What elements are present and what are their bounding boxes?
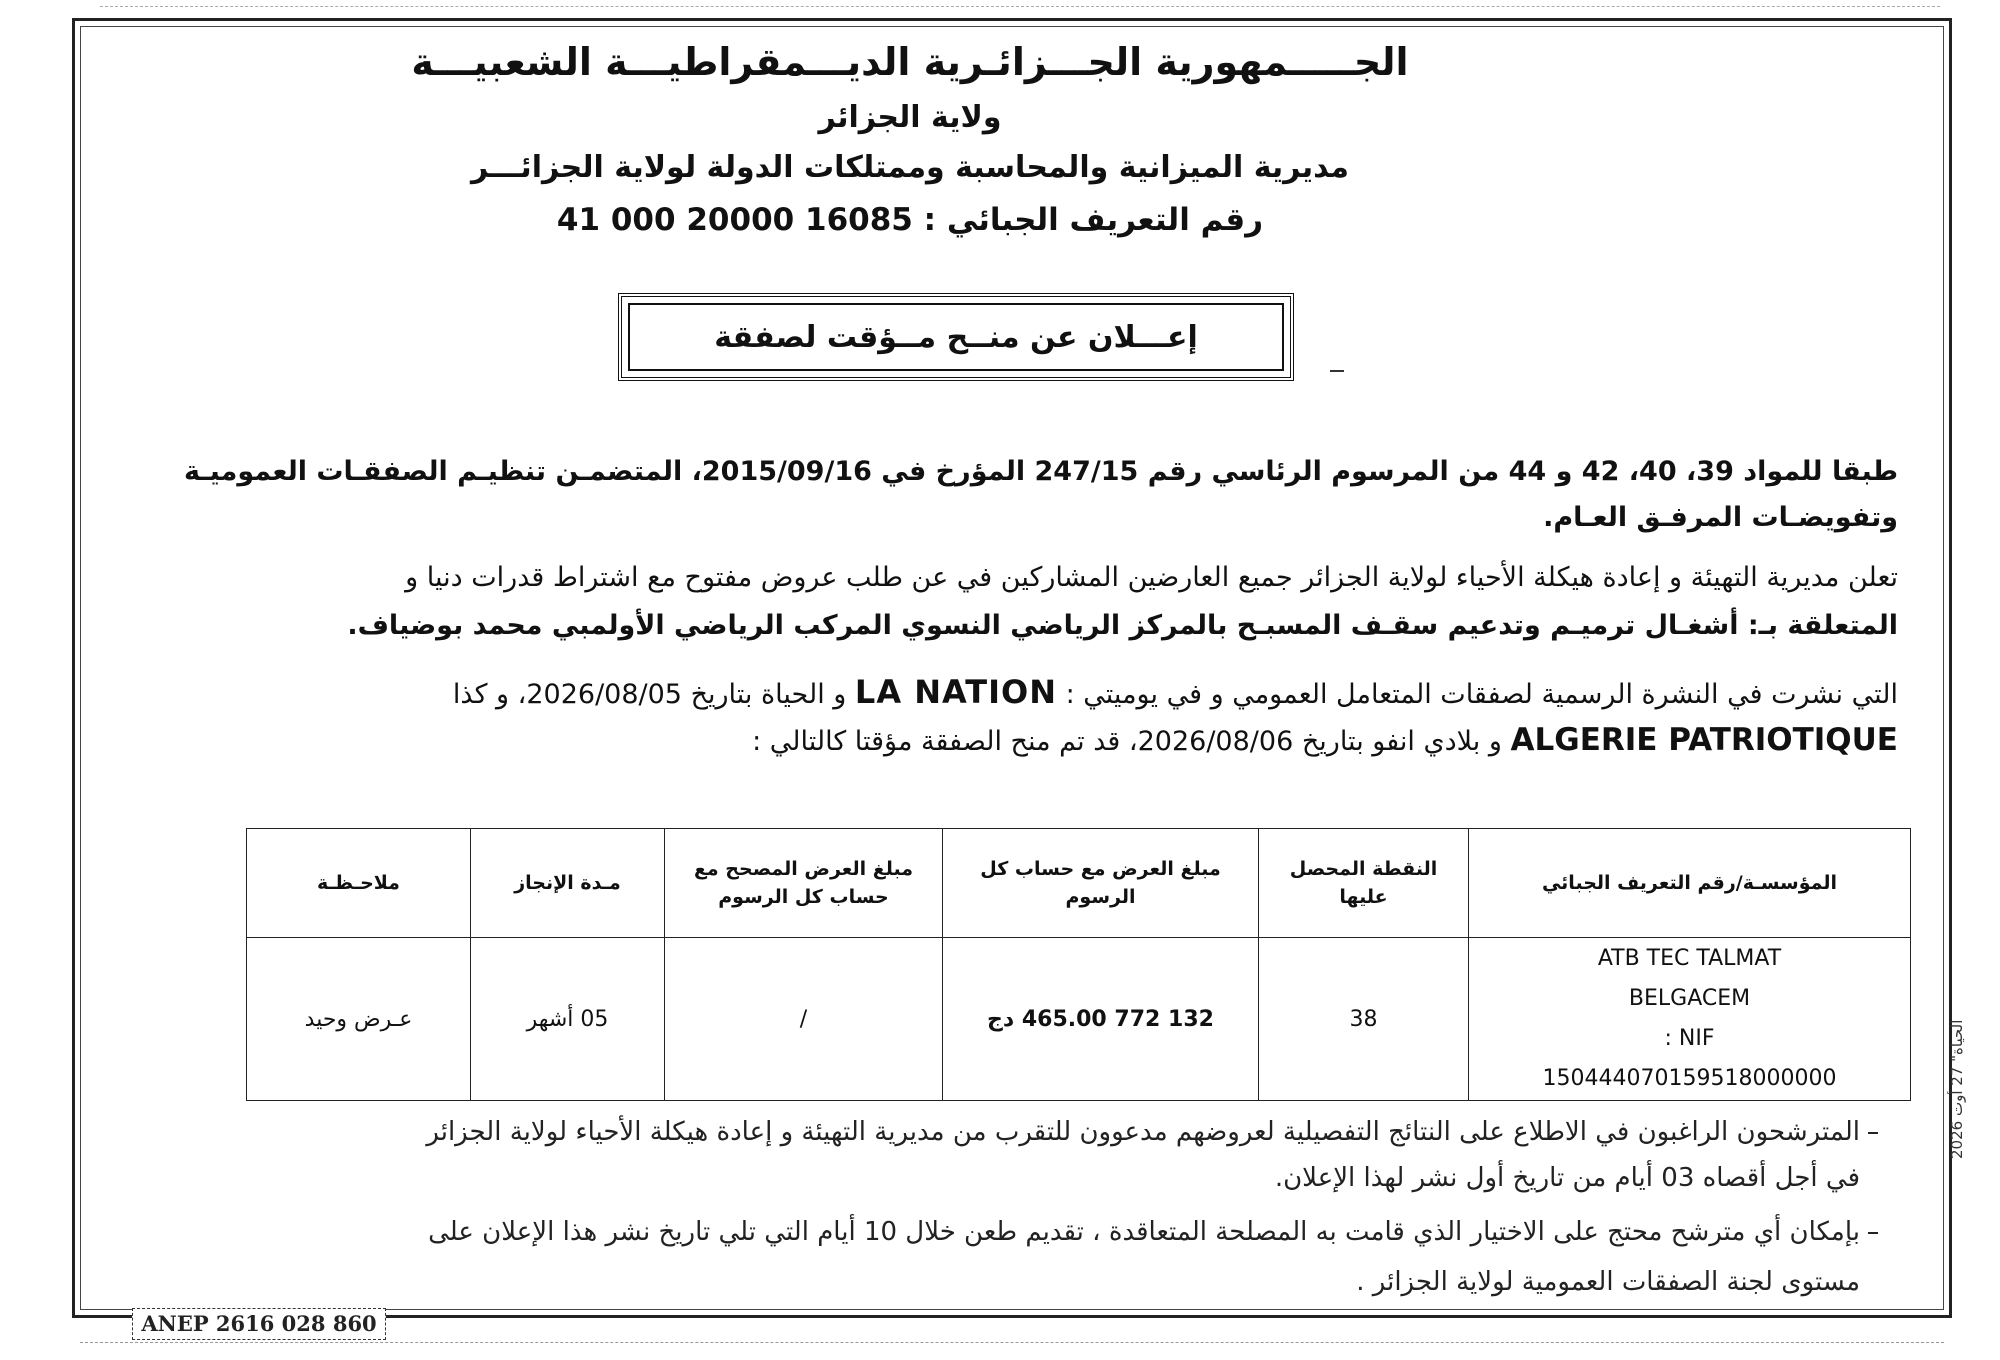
cell-company — [1469, 938, 1911, 1101]
project-subject-line: المتعلقة بـ: أشغـال ترميـم وتدعيم سقـف المسبـح بالمركز الرياضي النسوي المركب الرياضي الأولمبي محمد بوضياف. — [347, 610, 1898, 641]
stray-mark — [1330, 370, 1344, 372]
header-remark: ملاحـظـة — [247, 829, 471, 938]
legal-basis-line-1: طبقا للمواد 39، 40، 42 و 44 من المرسوم الرئاسي رقم 247/15 المؤرخ في 2015/09/16، المتضمـن تنظيـم الصفقـات العموميـة — [184, 456, 1898, 487]
header-amount: مبلغ العرض مع حساب كل الرسوم — [943, 829, 1259, 938]
note-1-line-1: المترشحون الراغبون في الاطلاع على النتائج التفصيلية لعروضهم مدعوون للتقرب من مديرية التهيئة و إعادة هيكلة الأحياء لولاية الجزائر — [426, 1117, 1860, 1147]
company-name-line-2: BELGACEM — [1628, 986, 1751, 1011]
cell-duration: 05 أشهر — [471, 938, 665, 1101]
bottom-rule — [80, 1342, 1944, 1343]
tax-id-heading: رقم التعريف الجبائي : 16085 20000 000 41 — [556, 202, 1264, 238]
cell-corrected-amount: / — [665, 938, 943, 1101]
table-header-row — [247, 829, 1911, 938]
notice-title-box — [618, 293, 1294, 381]
publication-line-2 — [140, 720, 1898, 762]
note-2-line-1: بإمكان أي مترشح محتج على الاختيار الذي قامت به المصلحة المتعاقدة ، تقديم طعن خلال 10 أيام التي تلي تاريخ نشر هذا الإعلان على — [428, 1217, 1860, 1247]
note-1-line-2: في أجل أقصاه 03 أيام من تاريخ أول نشر لهذا الإعلان. — [1274, 1163, 1860, 1193]
company-nif-label: NIF : — [1664, 1026, 1715, 1051]
note-2-line-2: مستوى لجنة الصفقات العمومية لولاية الجزائر . — [1356, 1267, 1860, 1297]
header-corrected-amount: مبلغ العرض المصحح مع حساب كل الرسوم — [665, 829, 943, 938]
notice-title: إعـــلان عن منــح مــؤقت لصفقة — [628, 303, 1284, 371]
header-company: المؤسسـة/رقم التعريف الجبائي — [1469, 829, 1911, 938]
award-table — [246, 828, 1911, 1101]
top-rule — [100, 6, 1940, 7]
cell-remark: عـرض وحيد — [247, 938, 471, 1101]
republic-heading: الجـــــمهورية الجـــزائـرية الديـــمقراطيـــة الشعبيـــة — [411, 40, 1409, 84]
publication-text-c: و الحياة بتاريخ 2026/08/05، و كذا — [452, 679, 847, 710]
newspaper-la-nation: LA NATION — [854, 673, 1057, 711]
announcement-line-1: تعلن مديرية التهيئة و إعادة هيكلة الأحياء لولاية الجزائر جميع العارضين المشاركين في عن طلب عروض مفتوح مع اشتراط قدرات دنيا و — [405, 562, 1898, 593]
cell-amount: 132 772 465.00 دج — [943, 938, 1259, 1101]
table-row — [247, 938, 1911, 1101]
publication-line-1 — [140, 672, 1898, 715]
bullet-dash-1 — [1868, 1132, 1878, 1134]
anep-reference: ANEP 2616 028 860 — [132, 1308, 386, 1340]
legal-basis-line-2: وتفويضـات المرفـق العـام. — [1543, 502, 1898, 533]
header-score: النقطة المحصل عليها — [1259, 829, 1469, 938]
cell-score: 38 — [1259, 938, 1469, 1101]
publication-date-stamp: الحياة" 27 أوت 2026 — [1948, 1020, 1966, 1160]
wilaya-heading: ولاية الجزائر — [818, 100, 1002, 135]
bullet-dash-2 — [1868, 1232, 1878, 1234]
directorate-heading: مديرية الميزانية والمحاسبة وممتلكات الدولة لولاية الجزائـــر — [471, 150, 1349, 185]
header-duration: مـدة الإنجاز — [471, 829, 665, 938]
publication-text-a: التي نشرت في النشرة الرسمية لصفقات المتعامل العمومي و في يوميتي : — [1065, 679, 1898, 710]
company-nif-value: 150444070159518000000 — [1542, 1066, 1837, 1091]
newspaper-algerie-patriotique: ALGERIE PATRIOTIQUE — [1510, 722, 1898, 758]
company-name-line-1: ATB TEC TALMAT — [1597, 946, 1782, 971]
publication-text-b: و بلادي انفو بتاريخ 2026/08/06، قد تم منح الصفقة مؤقتا كالتالي : — [752, 726, 1502, 757]
